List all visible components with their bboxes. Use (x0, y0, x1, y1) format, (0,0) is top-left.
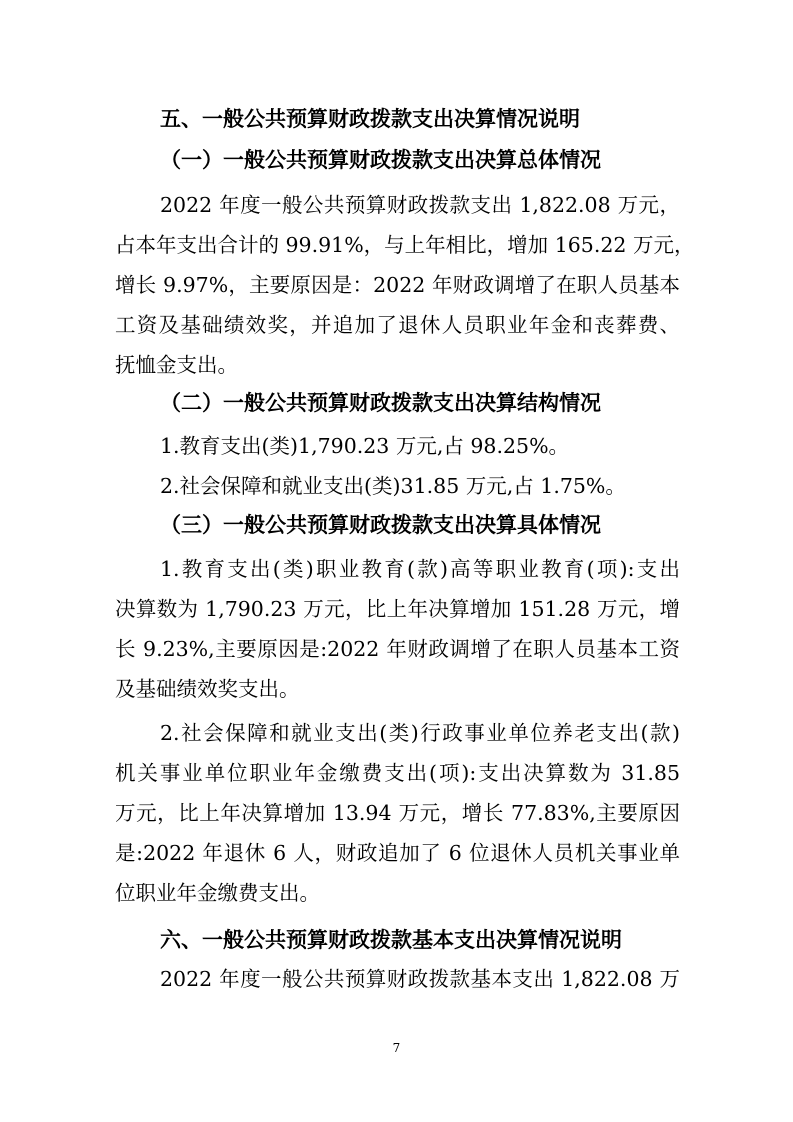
paragraph-line: 2022 年度一般公共预算财政拨款基本支出 1,822.08 万 (160, 967, 680, 991)
subsection-1-title: （一）一般公共预算财政拨款支出决算总体情况 (160, 148, 601, 172)
paragraph-line: 增长 9.97%，主要原因是：2022 年财政调增了在职人员基本 (115, 273, 680, 297)
list-item: 2.社会保障和就业支出(类)31.85 万元,占 1.75%。 (160, 474, 626, 498)
subsection-3-title: （三）一般公共预算财政拨款支出决算具体情况 (160, 513, 601, 537)
paragraph-line: 抚恤金支出。 (115, 353, 238, 377)
section-6-title: 六、一般公共预算财政拨款基本支出决算情况说明 (160, 928, 622, 952)
subsection-2-title: （二）一般公共预算财政拨款支出决算结构情况 (160, 391, 601, 415)
paragraph-line: 是:2022 年退休 6 人，财政追加了 6 位退休人员机关事业单 (115, 841, 680, 865)
paragraph-line: 机关事业单位职业年金缴费支出(项):支出决算数为 31.85 (115, 761, 680, 785)
section-5-title: 五、一般公共预算财政拨款支出决算情况说明 (160, 107, 580, 131)
paragraph-line: 2.社会保障和就业支出(类)行政事业单位养老支出(款) (160, 721, 680, 745)
paragraph-line: 位职业年金缴费支出。 (115, 881, 320, 905)
paragraph-line: 占本年支出合计的 99.91%，与上年相比，增加 165.22 万元， (115, 233, 695, 257)
paragraph-line: 工资及基础绩效奖，并追加了退休人员职业年金和丧葬费、 (115, 313, 680, 337)
paragraph-line: 及基础绩效奖支出。 (115, 677, 300, 701)
paragraph-line: 长 9.23%,主要原因是:2022 年财政调增了在职人员基本工资 (115, 637, 680, 661)
paragraph-line: 万元，比上年决算增加 13.94 万元，增长 77.83%,主要原因 (115, 801, 680, 825)
paragraph-line: 决算数为 1,790.23 万元，比上年决算增加 151.28 万元，增 (115, 597, 680, 621)
paragraph-line: 1.教育支出(类)职业教育(款)高等职业教育(项):支出 (160, 557, 680, 581)
page-number: 7 (392, 1041, 401, 1055)
list-item: 1.教育支出(类)1,790.23 万元,占 98.25%。 (160, 434, 570, 458)
paragraph-line: 2022 年度一般公共预算财政拨款支出 1,822.08 万元， (160, 193, 680, 217)
